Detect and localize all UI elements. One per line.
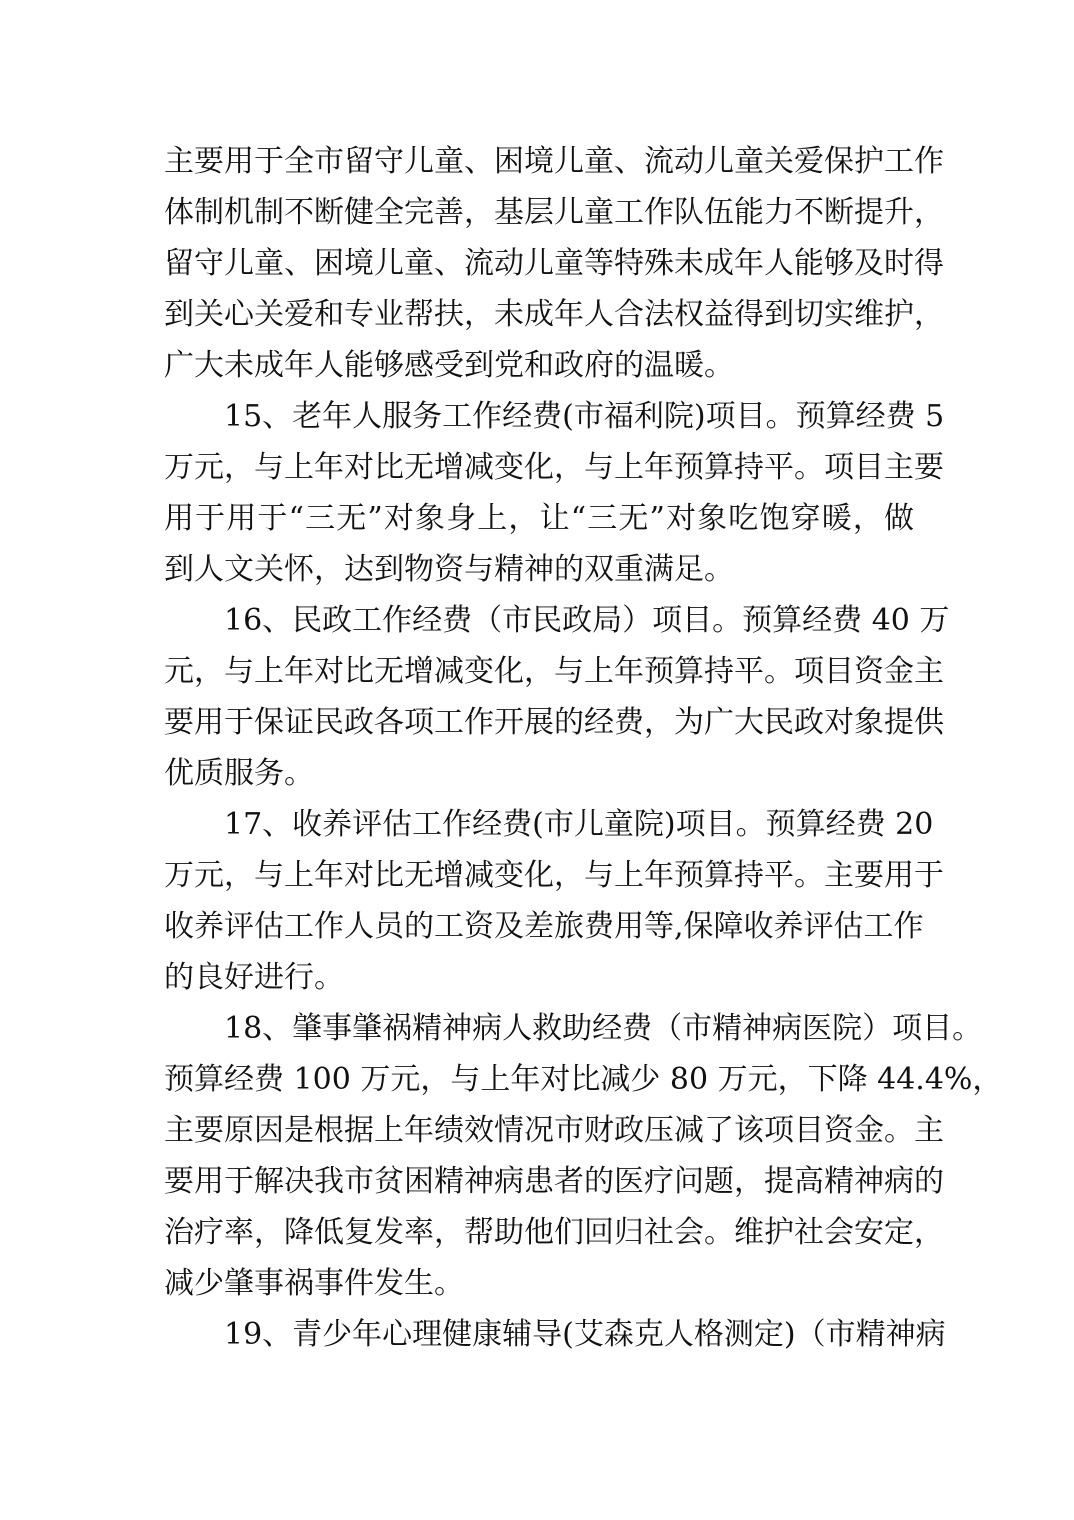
paragraph-16: [164, 595, 950, 799]
text-line: 的良好进行。: [164, 960, 344, 995]
text-line: 19、青少年心理健康辅导(艾森克人格测定)（市精神病: [224, 1317, 946, 1352]
text-line: 用于用于“三无”对象身上，让“三无”对象吃饱穿暖，做: [164, 501, 914, 536]
text-line: 要用于保证民政各项工作开展的经费，为广大民政对象提供: [164, 705, 944, 740]
text-line: 到人文关怀，达到物资与精神的双重满足。: [164, 552, 734, 587]
paragraph-19: [164, 1309, 946, 1360]
paragraph-14-continued: [164, 136, 944, 391]
text-line: 减少肇事祸事件发生。: [164, 1266, 464, 1301]
paragraph-15: [164, 391, 945, 595]
text-line: 17、收养评估工作经费(市儿童院)项目。预算经费 20: [224, 807, 934, 842]
text-line: 体制机制不断健全完善，基层儿童工作队伍能力不断提升，: [164, 195, 944, 230]
text-line: 要用于解决我市贫困精神病患者的医疗问题，提高精神病的: [164, 1164, 944, 1199]
paragraph-18: [164, 1003, 1003, 1309]
text-line: 16、民政工作经费（市民政局）项目。预算经费 40 万: [224, 603, 950, 638]
text-line: 收养评估工作人员的工资及差旅费用等,保障收养评估工作: [164, 909, 924, 944]
text-line: 主要用于全市留守儿童、困境儿童、流动儿童关爱保护工作: [164, 144, 944, 179]
text-line: 广大未成年人能够感受到党和政府的温暖。: [164, 348, 734, 383]
text-line: 主要原因是根据上年绩效情况市财政压减了该项目资金。主: [164, 1113, 944, 1148]
text-line: 留守儿童、困境儿童、流动儿童等特殊未成年人能够及时得: [164, 246, 944, 281]
text-line: 治疗率，降低复发率，帮助他们回归社会。维护社会安定，: [164, 1215, 944, 1250]
text-line: 元，与上年对比无增减变化，与上年预算持平。项目资金主: [164, 654, 944, 689]
paragraph-17: [164, 799, 944, 1003]
text-line: 万元，与上年对比无增减变化，与上年预算持平。项目主要: [164, 450, 944, 485]
text-line: 优质服务。: [164, 756, 314, 791]
text-line: 到关心关爱和专业帮扶，未成年人合法权益得到切实维护，: [164, 297, 944, 332]
text-line: 18、肇事肇祸精神病人救助经费（市精神病医院）项目。: [224, 1011, 983, 1046]
document-body: [164, 136, 1003, 1360]
text-line: 预算经费 100 万元，与上年对比减少 80 万元，下降 44.4%，: [164, 1062, 1003, 1097]
text-line: 万元，与上年对比无增减变化，与上年预算持平。主要用于: [164, 858, 944, 893]
text-line: 15、老年人服务工作经费(市福利院)项目。预算经费 5: [224, 399, 945, 434]
